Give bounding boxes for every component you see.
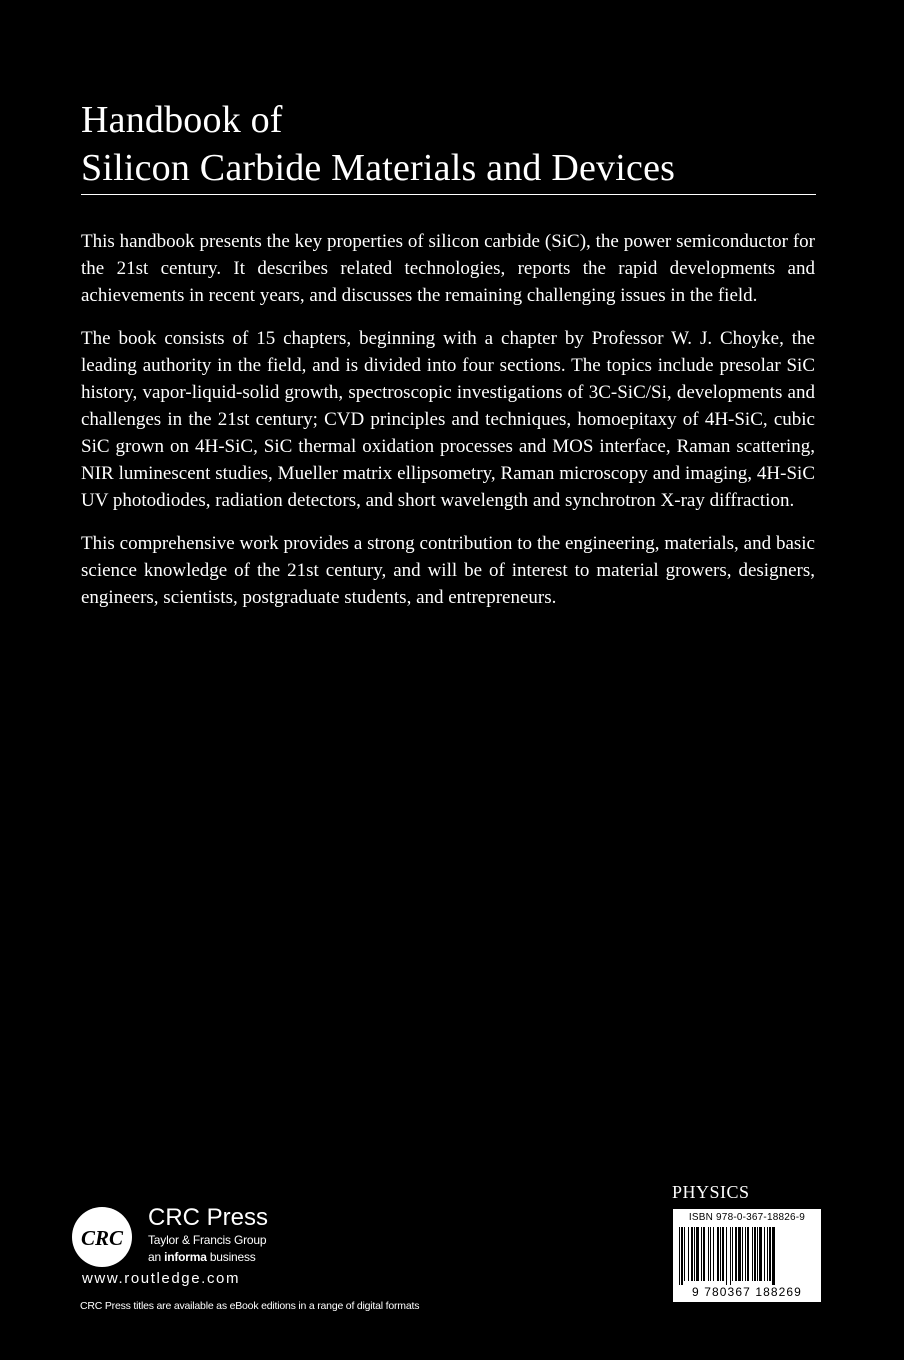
barcode-bar — [745, 1227, 746, 1281]
barcode-bar — [701, 1227, 702, 1281]
barcode-bar — [769, 1227, 771, 1281]
barcode-bar — [722, 1227, 724, 1281]
barcode-bar — [710, 1227, 711, 1281]
subject-category: PHYSICS — [672, 1182, 750, 1202]
barcode-bar — [708, 1227, 709, 1281]
back-cover-description — [81, 228, 815, 627]
description-paragraph-2: The book consists of 15 chapters, beginning with a chapter by Professor W. J. Choyke, the leading authority in the field, and is divided into four sections. The topics include presolar SiC history, vapor-liquid-solid growth, spectroscopic investigations of 3C-SiC/Si, developments and challenges in the 21st century; CVD principles and techniques, homoepitaxy of 4H-SiC, cubic SiC grown on 4H-SiC, SiC thermal oxidation processes and MOS interface, Raman scattering, NIR luminescent studies, Mueller matrix ellipsometry, Raman microscopy and imaging, 4H-SiC UV photodiodes, radiation detectors, and short wavelength and synchrotron X-ray diffraction. — [81, 328, 815, 511]
barcode-bar — [703, 1227, 705, 1281]
publisher-url[interactable]: www.routledge.com — [82, 1270, 241, 1287]
business-suffix: business — [206, 1250, 256, 1264]
business-prefix: an — [148, 1250, 165, 1264]
isbn-label: ISBN 978-0-367-18826-9 — [688, 1212, 806, 1223]
barcode-bar — [694, 1227, 695, 1281]
barcode-bar — [684, 1227, 685, 1281]
barcode-bar — [730, 1227, 731, 1285]
barcode-bar — [696, 1227, 699, 1281]
publisher-group: Taylor & Francis Group — [148, 1233, 267, 1247]
barcode-icon — [677, 1227, 817, 1285]
barcode-bar — [732, 1227, 733, 1281]
barcode-bar — [764, 1227, 765, 1281]
barcode-bar — [738, 1227, 741, 1281]
description-paragraph-3: This comprehensive work provides a strong contribution to the engineering, materials, and basic science knowledge of the 21st century, and will be of interest to material growers, designers, engineers, scientists, postgraduate students, and entrepreneurs. — [81, 533, 815, 608]
barcode-bar — [735, 1227, 737, 1281]
title-divider — [81, 194, 816, 195]
publisher-name: CRC Press — [148, 1204, 269, 1231]
barcode-bar — [742, 1227, 743, 1281]
barcode-panel — [673, 1209, 821, 1302]
barcode-bar — [754, 1227, 756, 1281]
barcode-bar — [688, 1227, 689, 1281]
book-title — [81, 96, 675, 192]
barcode-bar — [713, 1227, 714, 1281]
barcode-bar — [757, 1227, 758, 1281]
barcode-bar — [717, 1227, 719, 1281]
title-line-2: Silicon Carbide Materials and Devices — [81, 147, 676, 189]
barcode-bar — [720, 1227, 721, 1281]
barcode-bar — [691, 1227, 693, 1281]
ebook-note: CRC Press titles are available as eBook editions in a range of digital formats — [80, 1300, 420, 1312]
barcode-bar — [747, 1227, 749, 1281]
barcode-bar — [681, 1227, 683, 1285]
crc-logo-graphic — [71, 1206, 133, 1268]
crc-logo-lettering: CRC — [80, 1226, 124, 1250]
crc-logo-icon — [71, 1206, 133, 1268]
barcode-bar — [679, 1227, 680, 1285]
description-paragraph-1: This handbook presents the key properties of silicon carbide (SiC), the power semiconductor for the 21st century. It describes related technologies, reports the rapid developments and achievements in recent years, and discusses the remaining challenging issues in the field. — [81, 231, 815, 306]
publisher-brand — [148, 1204, 268, 1266]
barcode-bar — [726, 1227, 727, 1285]
barcode-digits: 9 780367 188269 — [692, 1285, 802, 1299]
barcode-bar — [759, 1227, 762, 1281]
barcode-bar — [772, 1227, 775, 1285]
business-brand: informa — [164, 1250, 207, 1264]
title-line-1: Handbook of — [81, 99, 283, 141]
barcode-bar — [767, 1227, 768, 1281]
publisher-business — [148, 1249, 268, 1266]
barcode-bar — [752, 1227, 753, 1281]
